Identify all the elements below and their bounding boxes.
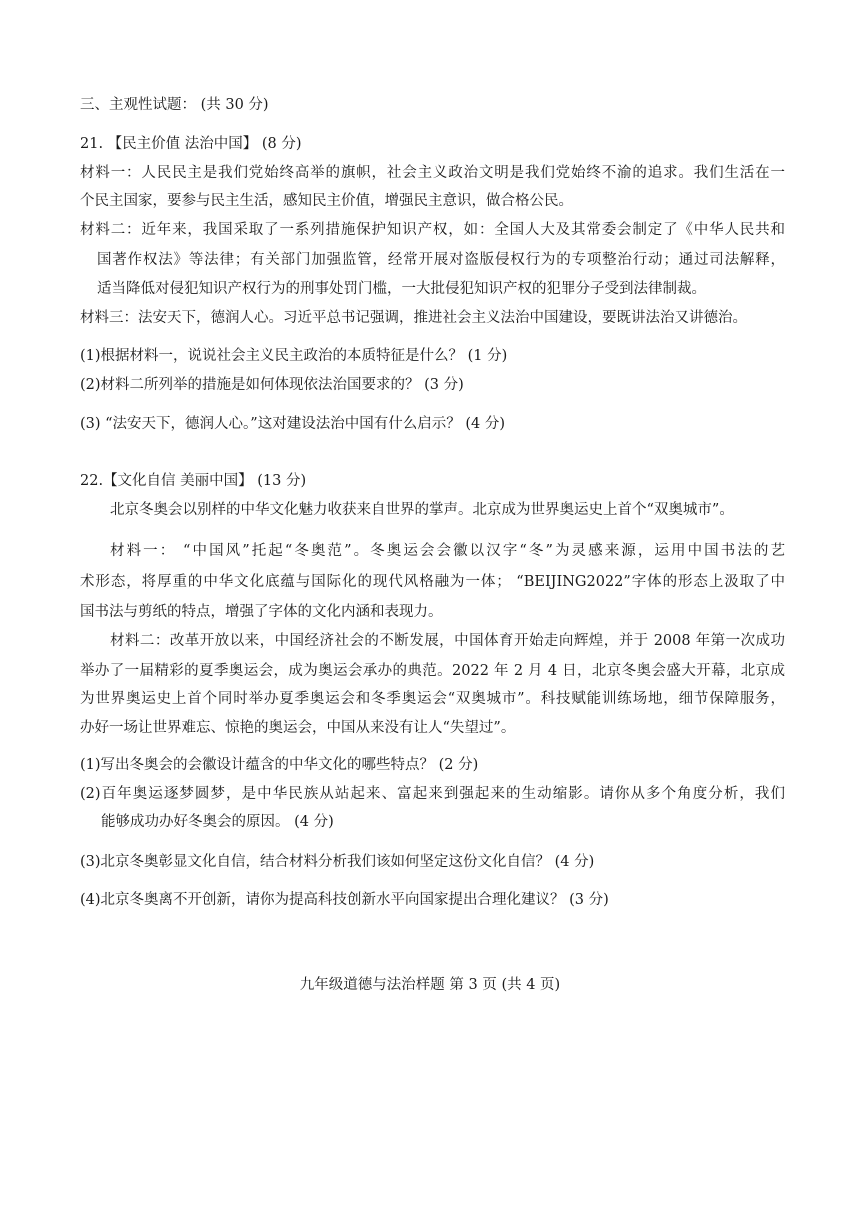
q22-question-2-line-1: (2)百年奥运逐梦圆梦，是中华民族从站起来、富起来到强起来的生动缩影。请你从多个角度分析，我们 — [80, 786, 785, 802]
q22-material-2-line-4: 办好一场让世界难忘、惊艳的奥运会，中国从来没有让人“失望过”。 — [80, 720, 516, 736]
q22-question-4: (4)北京冬奥离不开创新，请你为提高科技创新水平向国家提出合理化建议？ (3 分) — [80, 892, 609, 908]
q22-material-1-line-2: 术形态，将厚重的中华文化底蕴与国际化的现代风格融为一体； “BEIJING2022”字体的形态上汲取了中 — [80, 574, 785, 590]
q22-material-2-line-1: 材料二：改革开放以来，中国经济社会的不断发展，中国体育开始走向辉煌，并于 2008 年第一次成功 — [110, 633, 785, 649]
page-footer: 九年级道德与法治样题 第 3 页 (共 4 页) — [299, 977, 561, 993]
q21-title: 21. 【民主价值 法治中国】 (8 分) — [80, 136, 302, 152]
q22-question-3: (3)北京冬奥彰显文化自信，结合材料分析我们该如何坚定这份文化自信？ (4 分) — [80, 854, 595, 870]
section-heading: 三、主观性试题： (共 30 分) — [80, 97, 269, 113]
q22-intro: 北京冬奥会以别样的中华文化魅力收获来自世界的掌声。北京成为世界奥运史上首个“双奥城市”。 — [110, 502, 734, 518]
q21-question-2: (2)材料二所列举的措施是如何体现依法治国要求的？ (3 分) — [80, 377, 464, 393]
q22-material-1-line-1: 材料一： “中国风”托起“冬奥范”。冬奥运会会徽以汉字“冬”为灵感来源，运用中国书法的艺 — [110, 543, 785, 559]
q21-material-1-line-1: 材料一：人民民主是我们党始终高举的旗帜，社会主义政治文明是我们党始终不渝的追求。我们生活在一 — [80, 165, 785, 181]
q21-material-1-line-2: 个民主国家，要参与民主生活，感知民主价值，增强民主意识，做合格公民。 — [80, 193, 573, 209]
q22-material-2-line-3: 为世界奥运史上首个同时举办夏季奥运会和冬季奥运会“双奥城市”。科技赋能训练场地，细节保障服务， — [80, 691, 785, 707]
q22-material-1-line-3: 国书法与剪纸的特点，增强了字体的文化内涵和表现力。 — [80, 604, 443, 620]
q21-material-2-line-1: 材料二：近年来，我国采取了一系列措施保护知识产权，如：全国人大及其常委会制定了《中华人民共和 — [80, 222, 785, 238]
q22-material-2-line-2: 举办了一届精彩的夏季奥运会，成为奥运会承办的典范。2022 年 2 月 4 日，北京冬奥会盛大开幕，北京成 — [80, 663, 785, 679]
q21-material-3: 材料三：法安天下，德润人心。习近平总书记强调，推进社会主义法治中国建设，要既讲法治又讲德治。 — [80, 310, 747, 326]
q22-question-2-line-2: 能够成功办好冬奥会的原因。 (4 分) — [101, 814, 334, 830]
q22-question-1: (1)写出冬奥会的会徽设计蕴含的中华文化的哪些特点？ (2 分) — [80, 757, 479, 773]
q21-material-2-line-2: 国著作权法》等法律；有关部门加强监管，经常开展对盗版侵权行为的专项整治行动；通过司法解释， — [97, 252, 785, 268]
q21-material-2-line-3: 适当降低对侵犯知识产权行为的刑事处罚门槛，一大批侵犯知识产权的犯罪分子受到法律制裁。 — [97, 281, 706, 297]
q21-question-1: (1)根据材料一，说说社会主义民主政治的本质特征是什么？ (1 分) — [80, 348, 508, 364]
q22-title: 22.【文化自信 美丽中国】 (13 分) — [80, 473, 307, 489]
q21-question-3: (3) “法安天下，德润人心。”这对建设法治中国有什么启示？ (4 分) — [80, 416, 505, 432]
